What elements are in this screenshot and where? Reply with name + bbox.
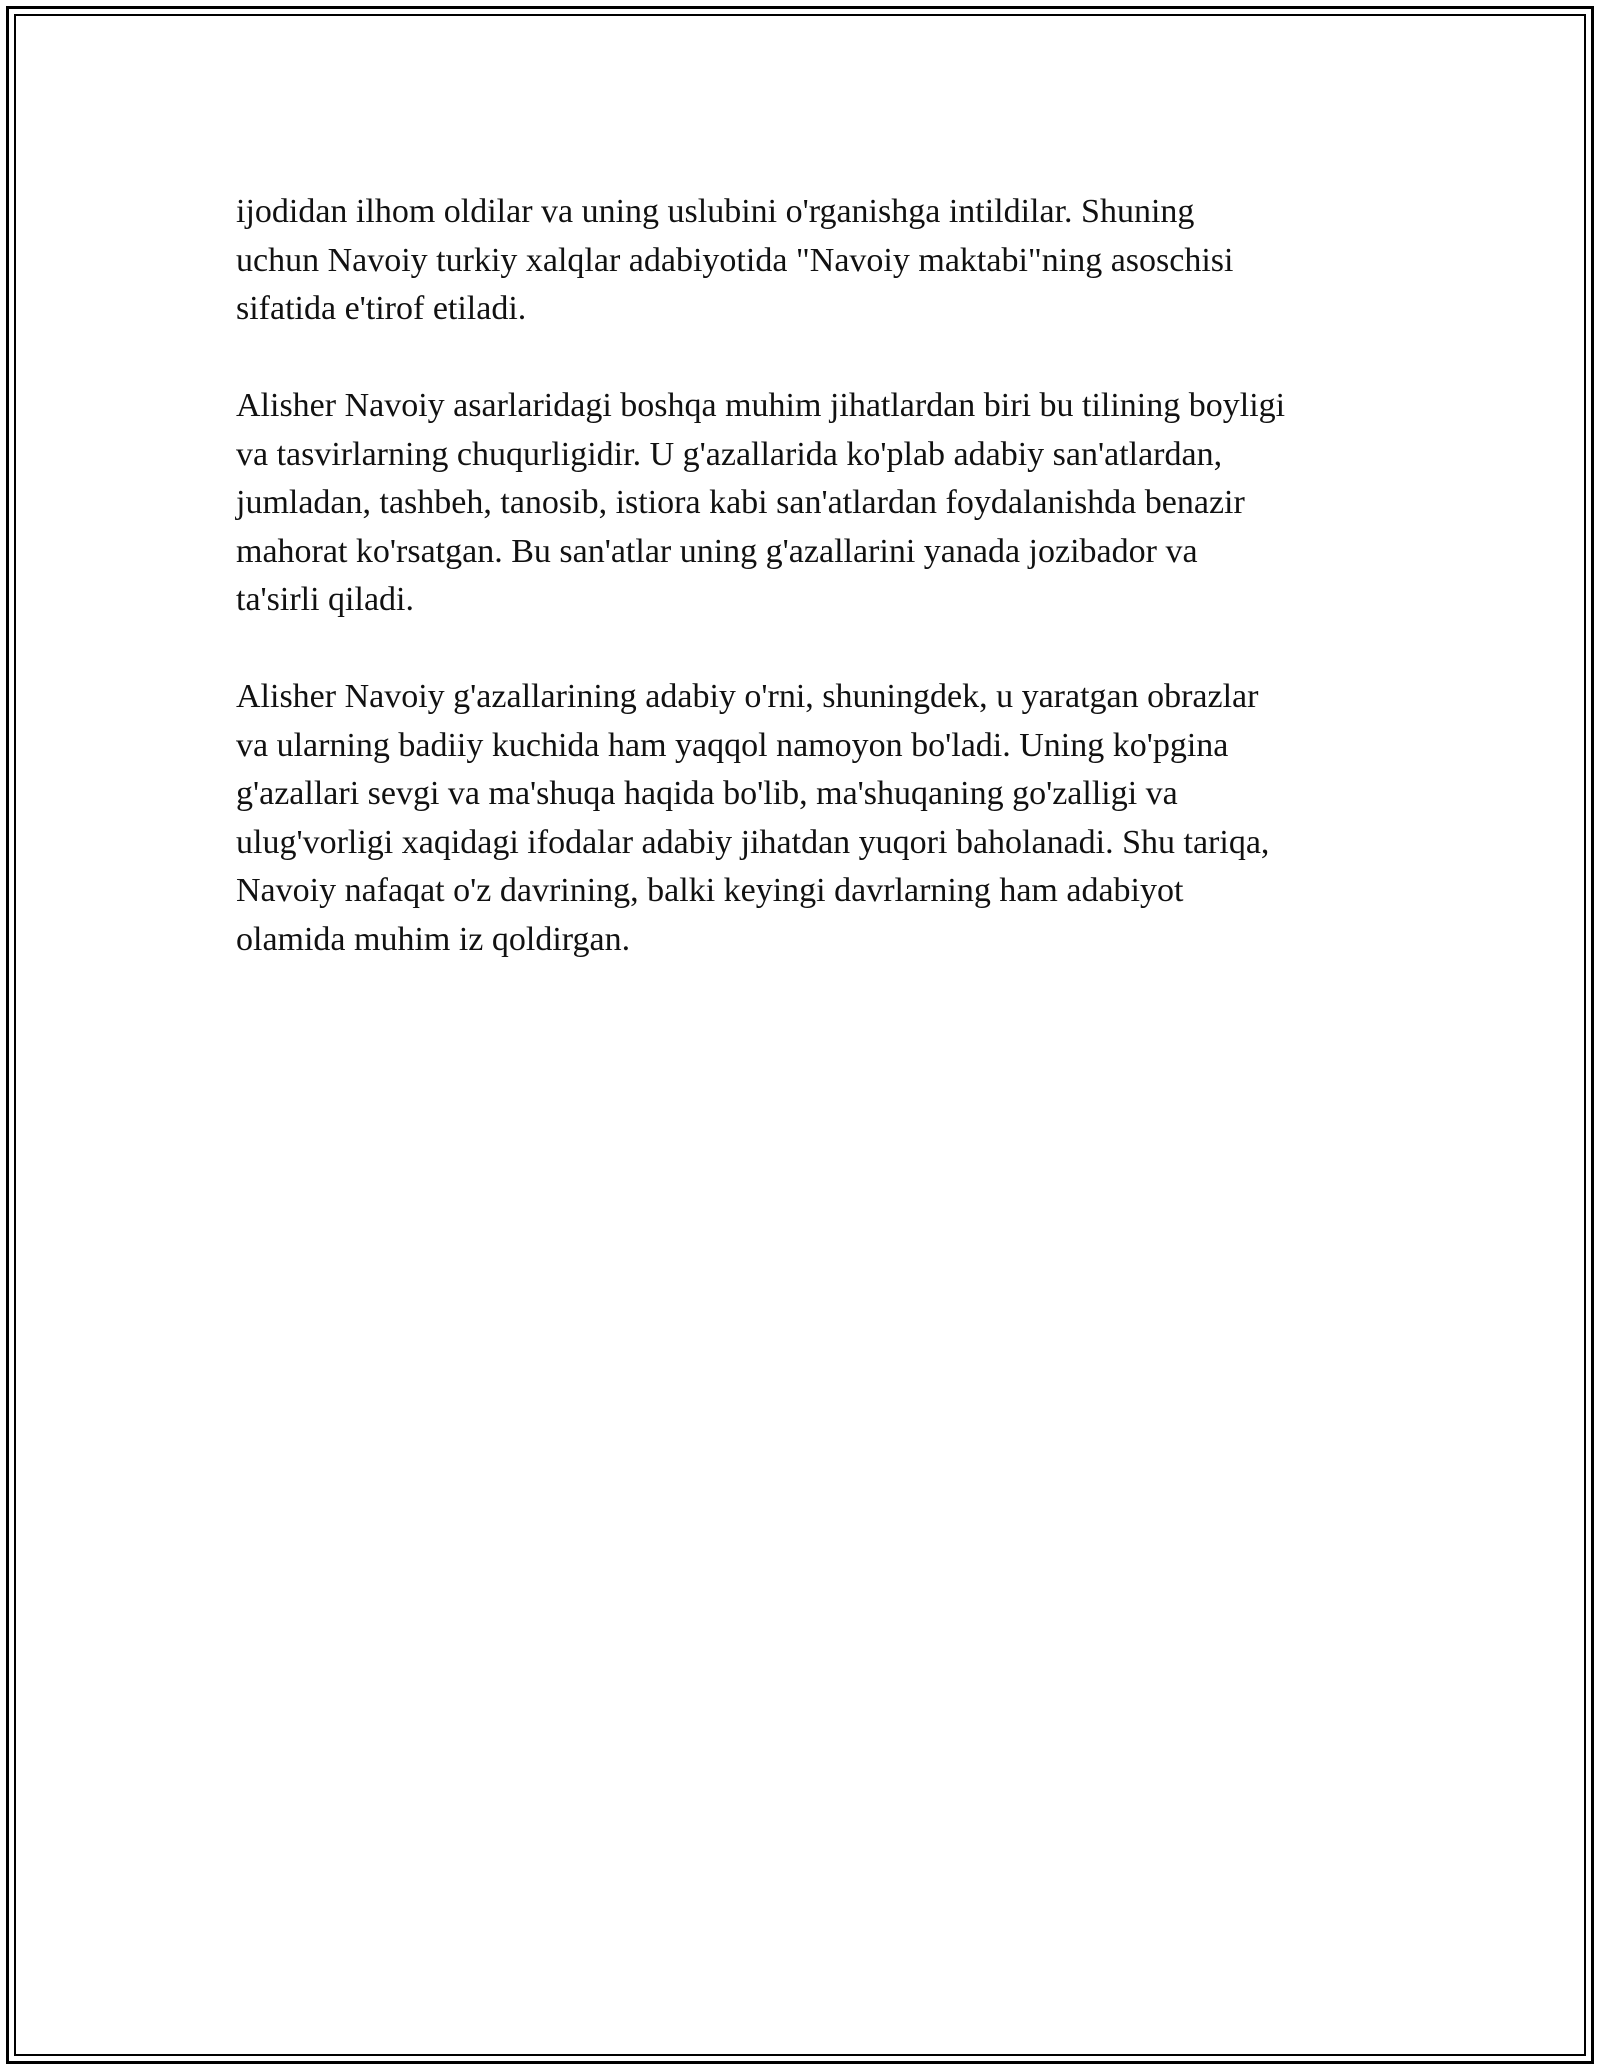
text-line: jumladan, tashbeh, tanosib, istiora kabi san'atlardan foydalanishda benazir <box>236 484 1245 521</box>
text-line: ta'sirli qiladi. <box>236 581 414 618</box>
text-line: Alisher Navoiy asarlaridagi boshqa muhim jihatlardan biri bu tilining boyligi <box>236 387 1286 424</box>
text-line: mahorat ko'rsatgan. Bu san'atlar uning g'azallarini yanada jozibador va <box>236 532 1198 570</box>
paragraph-2 <box>236 382 1396 625</box>
text-line: Alisher Navoiy g'azallarining adabiy o'rni, shuningdek, u yaratgan obrazlar <box>236 678 1259 715</box>
text-line: olamida muhim iz qoldirgan. <box>236 920 631 958</box>
text-line: sifatida e'tirof etiladi. <box>236 290 527 327</box>
text-line: va ularning badiiy kuchida ham yaqqol namoyon bo'ladi. Uning ko'pgina <box>236 726 1229 764</box>
text-line: g'azallari sevgi va ma'shuqa haqida bo'lib, ma'shuqaning go'zalligi va <box>236 775 1178 812</box>
text-line: va tasvirlarning chuqurligidir. U g'azallarida ko'plab adabiy san'atlardan, <box>236 435 1223 473</box>
document-body <box>236 188 1396 1013</box>
text-line: Navoiy nafaqat o'z davrining, balki keyingi davrlarning ham adabiyot <box>236 872 1184 909</box>
paragraph-1 <box>236 188 1396 334</box>
text-line: uchun Navoiy turkiy xalqlar adabiyotida "Navoiy maktabi"ning asoschisi <box>236 241 1234 279</box>
paragraph-3 <box>236 673 1396 964</box>
text-line: ulug'vorligi xaqidagi ifodalar adabiy jihatdan yuqori baholanadi. Shu tariqa, <box>236 823 1270 861</box>
text-line: ijodidan ilhom oldilar va uning uslubini o'rganishga intildilar. Shuning <box>236 193 1195 230</box>
